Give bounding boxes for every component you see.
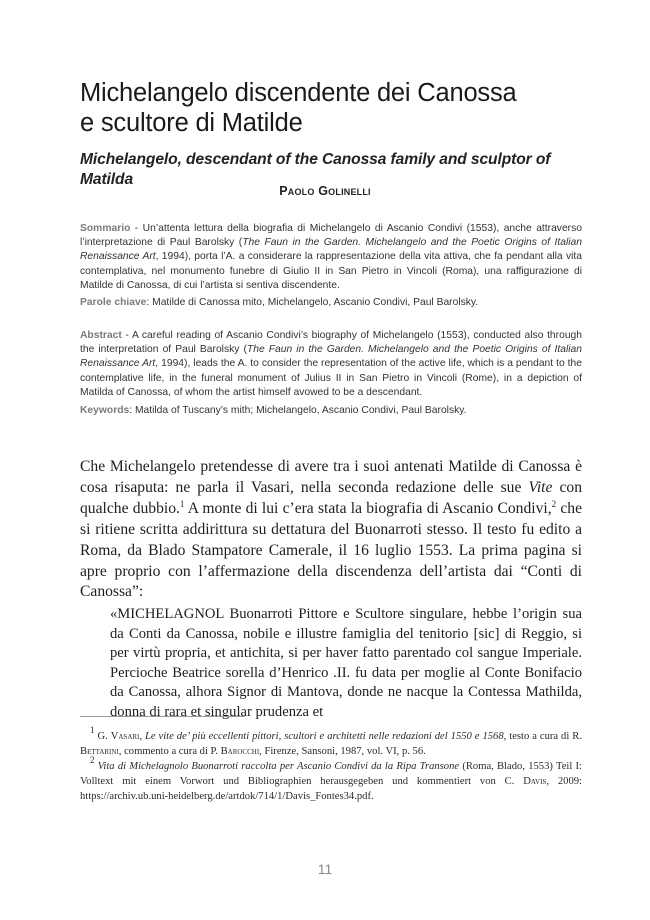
footnote-1-text: , commento a cura di P. [118, 746, 221, 757]
article-subtitle: Michelangelo, descendant of the Canossa family and sculptor of Matilda [80, 151, 551, 188]
footnote-1-number: 1 [90, 725, 95, 735]
abstract-text-2: , 1994), leads the A. to consider the representation of the active life, which is a pendant to the contemplative life, in the funeral monument of Julius II in San Pietro in Vincoli (Rome), in a depiction of Matilda of Canossa, of whom the artist himself avowed to be a descendant. [80, 358, 582, 398]
footnote-ref-1[interactable]: 1 [179, 498, 185, 509]
keywords-label: Keywords [80, 405, 130, 416]
parole-chiave-label: Parole chiave [80, 297, 147, 308]
footnote-1-text: , [139, 731, 145, 742]
keywords-text: : Matilda of Tuscany’s mith; Michelangelo, Ascanio Condivi, Paul Barolsky. [129, 405, 467, 416]
body-text-4: che si ritiene scritta addirittura su dettatura del Buonarroti stesso. Il testo fu edito a Roma, da Blado Stampatore Camerale, il 16 luglio 1553. La prima pagina si apre proprio con l’affermazione della discendenza dell’artista dai “Conti di Canossa”: [80, 499, 582, 601]
footnote-1-book-title: Le vite de’ più eccellenti pittori, scultori e architetti nelle redazioni del 1550 e 1568 [144, 731, 504, 742]
article-title [80, 78, 600, 138]
footnote-2-text: (Roma, Blado, 1553) Teil I: Volltext mit einem Vorwort und Bibliographien herausgegeben und kommentiert von C. [80, 761, 582, 787]
abstract-text-1: - A careful reading of Ascanio Condivi’s biography of Michelangelo (1553), conducted also through the interpretation of Paul Barolsky ( [80, 330, 582, 356]
footnote-1-author: Vasari [110, 731, 140, 742]
abstract-book-title: The Faun in the Garden. Michelangelo and the Poetic Origins of Italian Renaissance Art [80, 344, 582, 370]
body-text-1: Che Michelangelo pretendesse di avere tra i suoi antenati Matilde di Canossa è cosa risaputa: ne parla il Vasari, nella seconda redazione delle sue [80, 458, 582, 496]
footnote-1-text: , Firenze, Sansoni, 1987, vol. VI, p. 56. [259, 746, 426, 757]
body-text-2: con qualche dubbio. [80, 478, 582, 517]
body-paragraph [80, 457, 582, 603]
footnote-2-number: 2 [90, 755, 95, 765]
body-text-3: A monte di lui c’era stata la biografia di Ascanio Condivi, [184, 499, 552, 517]
abstract-label: Abstract [80, 330, 122, 341]
sommario-label: Sommario [80, 223, 131, 234]
article-title-line-1: Michelangelo discendente dei Canossa [80, 79, 517, 107]
footnote-1-text: , testo a cura di R. [503, 731, 582, 742]
author-name: Paolo Golinelli [279, 184, 371, 198]
footnotes [80, 725, 582, 804]
parole-chiave-paragraph [80, 296, 582, 310]
page-number: 11 [317, 861, 333, 877]
footnote-divider [80, 716, 245, 717]
body-vite-title: Vite [528, 478, 553, 496]
block-quote: «MICHELAGNOL Buonarroti Pittore e Scultore singulare, hebbe l’origin sua da Conti da Canossa, nobile e illustre famiglia del tenitorio [sic] di Reggio, si per virtù propria, et antichita, si per haver fatto parentado col sangue Imperiale. Percioche Beatrice sorella d’Henrico .II. fu data per moglie al Conte Bonifacio da Canossa, alhora Signor di Mantova, donde ne nacque la Contessa Mathilda, donna di rara et singular prudenza et [110, 606, 582, 720]
article-title-line-2: e scultore di Matilde [80, 109, 303, 137]
footnote-1-editor: Bettarini [80, 746, 119, 757]
footnote-2 [80, 755, 582, 804]
footnote-ref-2[interactable]: 2 [551, 498, 557, 509]
footnote-1-commentator: Barocchi [220, 746, 260, 757]
abstract-paragraph [80, 329, 582, 400]
footnote-1 [80, 725, 582, 759]
sommario-text-2: , 1994), porta l’A. a considerare la rappresentazione della vita attiva, che fa pendant alla vita contemplativa, nel monumento funebre di Giulio II in San Pietro in Vincoli (Roma), una raffigurazione di Matilde di Canossa, di cui l’artista si sentiva discendente. [80, 251, 582, 291]
keywords-paragraph [80, 404, 582, 418]
sommario-book-title: The Faun in the Garden. Michelangelo and the Poetic Origins of Italian Renaissance Art [80, 237, 583, 263]
sommario-paragraph [80, 222, 582, 293]
footnote-2-link-text[interactable]: , 2009: https://archiv.ub.uni-heidelberg.de/artdok/714/1/Davis_Fontes34.pdf. [80, 776, 582, 802]
parole-chiave-text: : Matilde di Canossa mito, Michelangelo, Ascanio Condivi, Paul Barolsky. [146, 297, 479, 308]
sommario-text-1: - Un’attenta lettura della biografia di Michelangelo di Ascanio Condivi (1553), anche attraverso l’interpretazione di Paul Barolsky ( [80, 223, 582, 249]
footnote-2-book-title: Vita di Michelagnolo Buonarroti raccolta per Ascanio Condivi da la Ripa Transone [94, 761, 460, 772]
footnote-2-editor: Davis [523, 776, 547, 787]
footnote-1-text: G. [94, 731, 111, 742]
